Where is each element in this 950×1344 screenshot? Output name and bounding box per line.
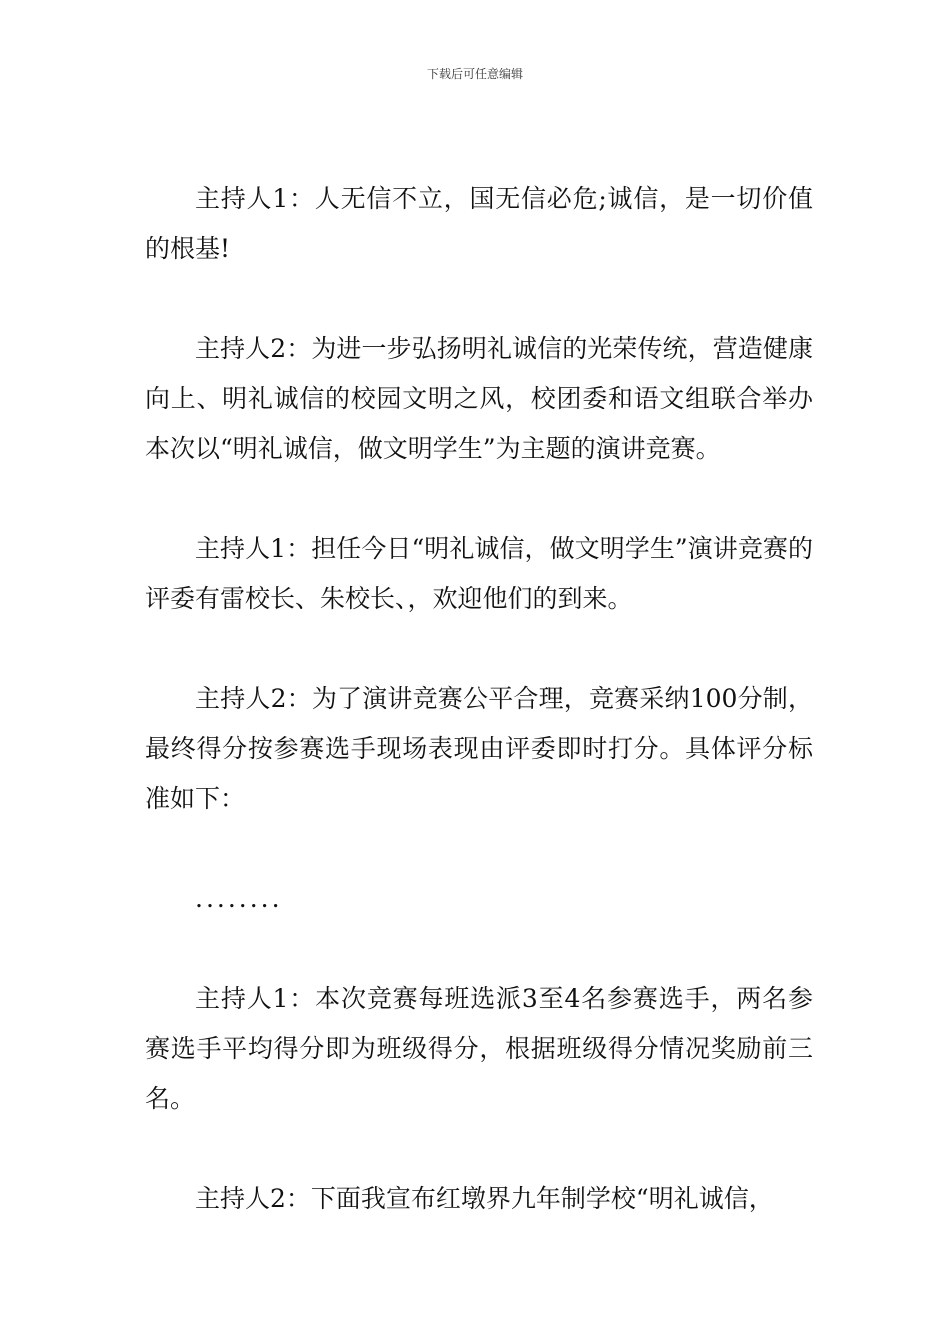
paragraph-gap — [145, 1124, 813, 1174]
paragraph-host2-scoring: 主持人2：为了演讲竞赛公平合理，竞赛采纳100分制，最终得分按参赛选手现场表现由评委即时打分。具体评分标准如下： — [145, 684, 813, 813]
paragraph-gap — [145, 824, 813, 874]
paragraph-gap — [145, 474, 813, 524]
document-body — [145, 174, 813, 1224]
paragraph-gap — [145, 274, 813, 324]
paragraph-host1-rules: 主持人1：本次竞赛每班选派3至4名参赛选手，两名参赛选手平均得分即为班级得分，根据班级得分情况奖励前三名。 — [145, 984, 813, 1113]
paragraph-gap — [145, 924, 813, 974]
paragraph-ellipsis: ........ — [195, 884, 283, 913]
paragraph-host1-intro: 主持人1：人无信不立，国无信必危;诚信，是一切价值的根基! — [145, 184, 813, 263]
paragraph-host2-purpose: 主持人2：为进一步弘扬明礼诚信的光荣传统，营造健康向上、明礼诚信的校园文明之风，校团委和语文组联合举办本次以“明礼诚信，做文明学生”为主题的演讲竞赛。 — [145, 334, 813, 463]
paragraph-gap — [145, 624, 813, 674]
paragraph-host2-announce: 主持人2：下面我宣布红墩界九年制学校“明礼诚信， — [195, 1184, 774, 1213]
paragraph-host1-judges: 主持人1：担任今日“明礼诚信，做文明学生”演讲竞赛的评委有雷校长、朱校长、，欢迎他们的到来。 — [145, 534, 813, 613]
page-header-caption: 下载后可任意编辑 — [426, 67, 523, 81]
